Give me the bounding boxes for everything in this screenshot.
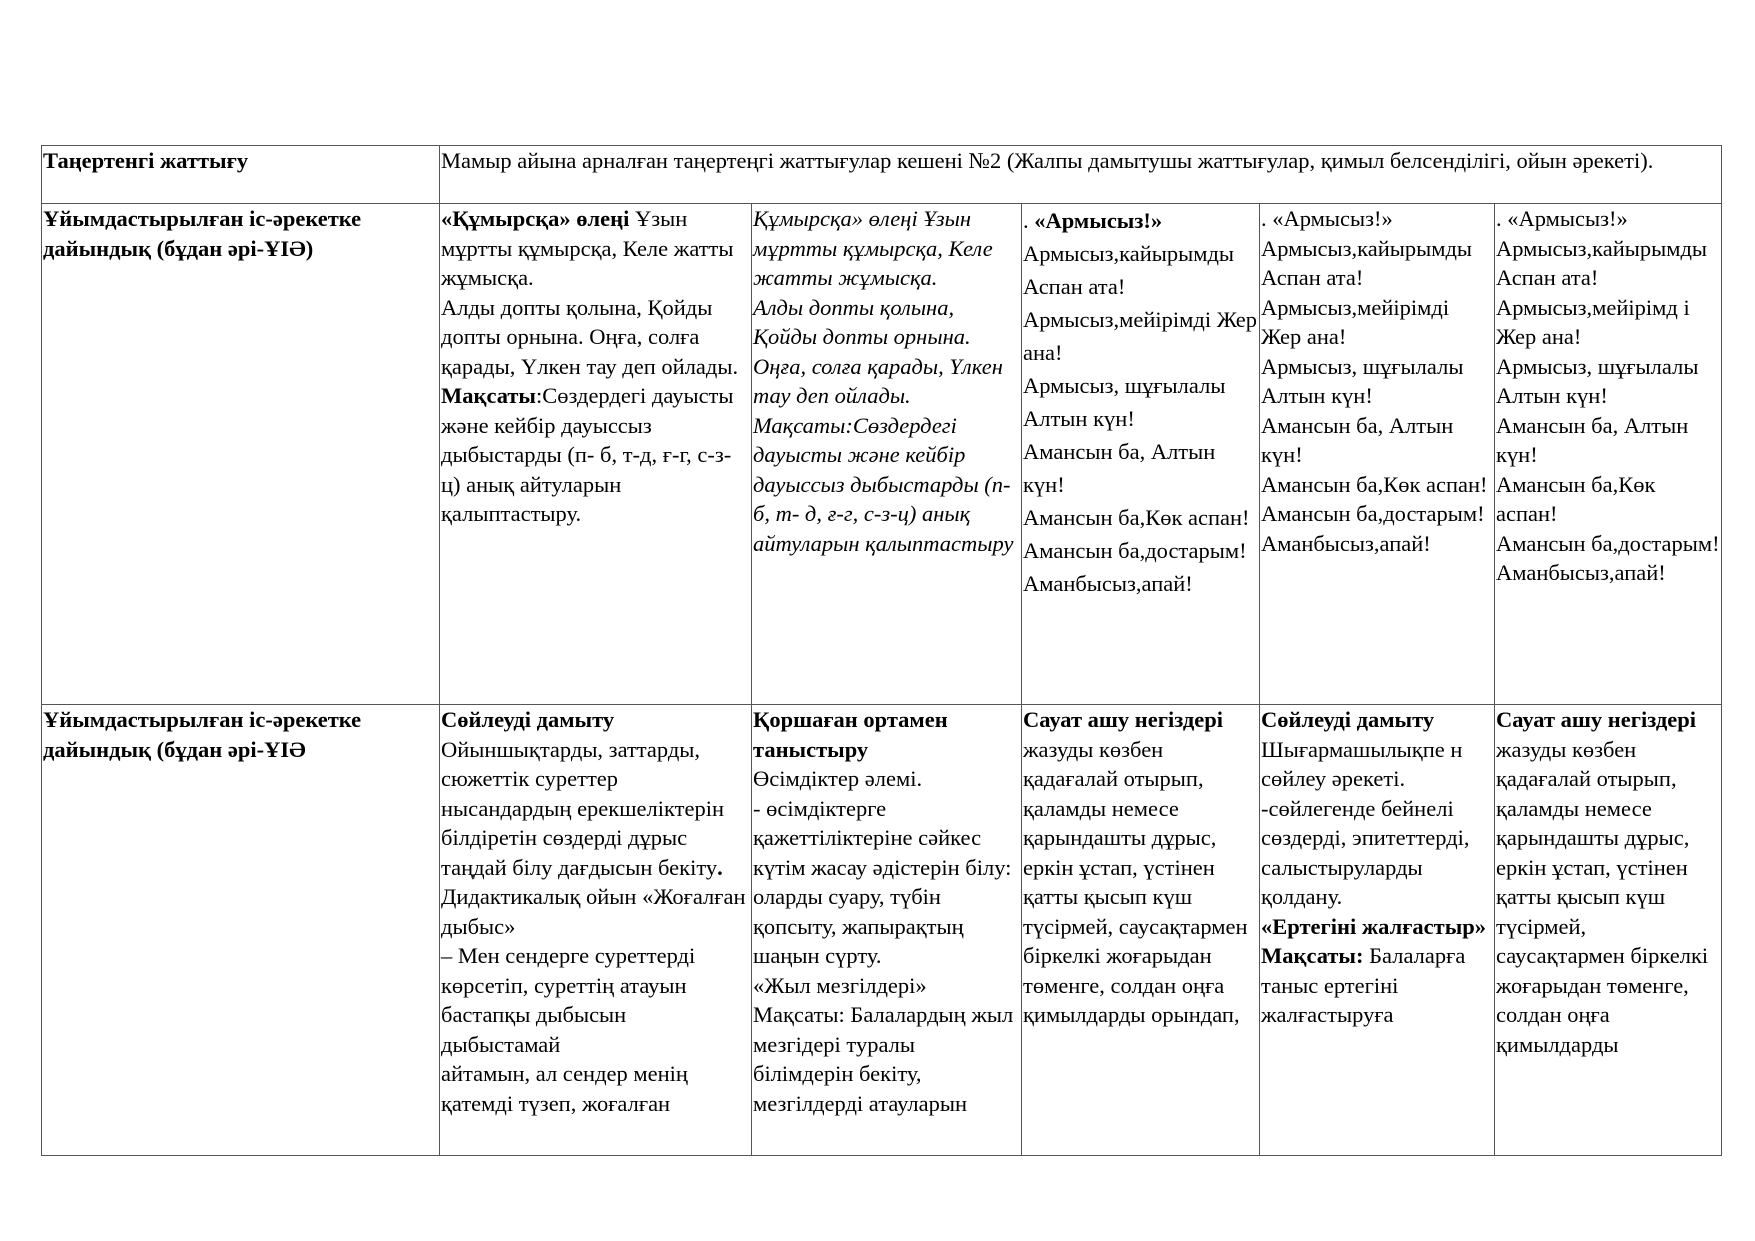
greeting-line: Амансын ба,Көк аспан! <box>1261 471 1488 497</box>
greeting-line: . «Армысыз!» <box>1496 206 1628 231</box>
poem-italic-line: Құмырсқа» өлеңі Ұзын мұртты құмырсқа, Келе жатты жұмысқа. <box>753 206 993 290</box>
greeting-line: Армысыз,мейірімді Жер ана! <box>1023 307 1257 365</box>
poem-goal-text: :Сөздердегі дауысты және кейбір дауыссыз дыбыстарды (п- б, т-д, ғ-г, с-з-ц) анық айтуларын қалыптастыру. <box>441 383 734 526</box>
environment-line: Өсімдіктер әлемі. <box>753 766 923 791</box>
greeting-line: Амансын ба,достарым! <box>1023 538 1247 563</box>
greeting-prefix: . <box>1023 208 1035 233</box>
greeting-line: Армысыз, шұғылалы Алтын күн! <box>1496 353 1699 408</box>
morning-exercise-label: Таңертенгі жаттығу <box>42 146 440 204</box>
environment-line: - өсімдіктерге қажеттіліктеріне сәйкес күтім жасау әдістерін білу: оларды суару, түбін қопсыту, жапырақтың шаңын сүрту. <box>753 795 1012 968</box>
greeting-line: Армысыз, шұғылалы Алтын күн! <box>1261 353 1464 408</box>
greeting-line: Амансын ба,Көк аспан! <box>1023 505 1250 530</box>
literacy-title-2: Сауат ашу негіздері <box>1496 707 1696 732</box>
greeting-line: Армысыз,кайырымды Аспан ата! <box>1023 241 1235 299</box>
speech-line-2: Шығармашылықпе н сөйлеу әрекеті. <box>1261 736 1463 791</box>
literacy-title: Сауат ашу негіздері <box>1023 707 1223 732</box>
greeting-line: Амансын ба,достарым! <box>1261 501 1485 526</box>
literacy-text: жазуды көзбен қадағалай отырып, қаламды немесе қарындашты дұрыс, еркін ұстап, үстінен қатты қысып күш түсірмей, саусақтармен біркелкі жоғарыдан төменге, солдан оңға қимылдарды орындап, <box>1023 736 1248 1027</box>
literacy-text-2: жазуды көзбен қадағалай отырып, қаламды немесе қарындашты дұрыс, еркін ұстап, үстінен қатты қысып күш түсірмей, саусақтармен біркелкі жоғарыдан төменге, солдан оңға қимылдарды <box>1496 736 1709 1057</box>
literacy-cell <box>1022 705 1260 1156</box>
speech-goal-label: Мақсаты: <box>1261 943 1364 968</box>
speech-line: – Мен сендерге суреттерді көрсетіп, суреттің атауын бастапқы дыбысын дыбыстамай <box>441 943 696 1057</box>
greeting-cell-2 <box>1260 204 1495 705</box>
morning-exercise-row <box>42 146 1722 204</box>
poem-italic-line: Алды допты қолына, Қойды допты орнына. Оңға, солға қарады, Үлкен тау деп ойлады. <box>753 294 1003 408</box>
literacy-cell-2 <box>1495 705 1722 1156</box>
greeting-line: Аманбысыз,апай! <box>1261 530 1431 556</box>
preparation-row <box>42 204 1722 705</box>
speech-title-2: Сөйлеуді дамыту <box>1261 707 1435 732</box>
speech-goal-text: Балаларға таныс ертегіні жалғастыруға <box>1261 943 1466 1027</box>
greeting-line: Аманбысыз,апай! <box>1023 571 1193 596</box>
speech-text: Ойыншықтарды, заттарды, сюжеттік суреттер нысандардың ерекшеліктерін білдіретін сөздерді дұрыс таңдай білу дағдысын бекіту <box>441 736 725 880</box>
greeting-cell-3 <box>1495 204 1722 705</box>
poem-text: Ұзын мұртты құмырсқа, Келе жатты жұмысқа. <box>441 206 734 290</box>
greeting-line: Армысыз,мейірімді Жер ана! <box>1261 294 1450 349</box>
speech-line-2: -сөйлегенде бейнелі сөздерді, эпитеттерді, салыстыруларды қолдану. <box>1261 795 1470 909</box>
greeting-line: Амансын ба,достарым! <box>1496 530 1720 556</box>
greeting-line: . «Армысыз!» <box>1261 206 1393 231</box>
speech-line: Дидактикалық ойын «Жоғалған дыбыс» <box>441 884 746 939</box>
greeting-cell <box>1022 204 1260 705</box>
speech-development-cell-2 <box>1260 705 1495 1156</box>
speech-title: Сөйлеуді дамыту <box>441 707 615 732</box>
greeting-line: Амансын ба,Көк аспан! <box>1496 471 1656 526</box>
environment-cell <box>752 705 1022 1156</box>
schedule-table <box>41 145 1722 1156</box>
speech-game-title: «Ертегіні жалғастыр» <box>1261 913 1487 939</box>
poem-title: «Құмырсқа» өлеңі <box>441 206 630 231</box>
greeting-line: Аманбысыз,апай! <box>1496 560 1666 585</box>
poem-line: Алды допты қолына, Қойды допты орнына. Оңға, солға қарады, Үлкен тау деп ойлады. <box>441 294 739 379</box>
environment-title: Қоршаған ортамен таныстыру <box>753 707 948 762</box>
poem-cell <box>440 204 752 705</box>
speech-dot: . <box>717 854 723 880</box>
preparation-label: Ұйымдастырылған іс-әрекетке дайындық (бұдан әрі-ҰІӘ) <box>42 204 440 705</box>
poem-italic-line: Мақсаты:Сөздердегі дауысты және кейбір дауыссыз дыбыстарды (п-б, т- д, ғ-г, с-з-ц) анық айтуларын қалыптастыру <box>753 412 1014 556</box>
greeting-line: Армысыз, шұғылалы Алтын күн! <box>1023 373 1226 431</box>
greeting-line: Амансын ба, Алтын күн! <box>1023 439 1216 497</box>
greeting-line: Амансын ба, Алтын күн! <box>1261 412 1454 467</box>
organized-activity-row <box>42 705 1722 1156</box>
greeting-line: Армысыз,кайырымды Аспан ата! <box>1496 235 1708 290</box>
speech-line: айтамын, ал сендер менің қатемді түзеп, жоғалған <box>441 1061 688 1116</box>
environment-line: Мақсаты: Балалардың жыл мезгідері туралы білімдерін бекіту, мезгілдерді атауларын <box>753 1002 1014 1116</box>
organized-activity-label: Ұйымдастырылған іс-әрекетке дайындық (бұдан әрі-ҰІӘ <box>42 705 440 1156</box>
greeting-line: Армысыз,мейірімд і Жер ана! <box>1496 294 1690 349</box>
poem-italic-cell <box>752 204 1022 705</box>
environment-line: «Жыл мезгілдері» <box>753 972 927 998</box>
greeting-title: «Армысыз!» <box>1034 208 1163 233</box>
poem-goal-label: Мақсаты <box>441 383 536 408</box>
greeting-line: Амансын ба, Алтын күн! <box>1496 412 1689 467</box>
speech-development-cell <box>440 705 752 1156</box>
greeting-line: Армысыз,кайырымды Аспан ата! <box>1261 235 1473 290</box>
morning-exercise-text: Мамыр айына арналған таңертеңгі жаттығулар кешені №2 (Жалпы дамытушы жаттығулар, қимыл белсенділігі, ойын әрекеті). <box>440 146 1722 204</box>
